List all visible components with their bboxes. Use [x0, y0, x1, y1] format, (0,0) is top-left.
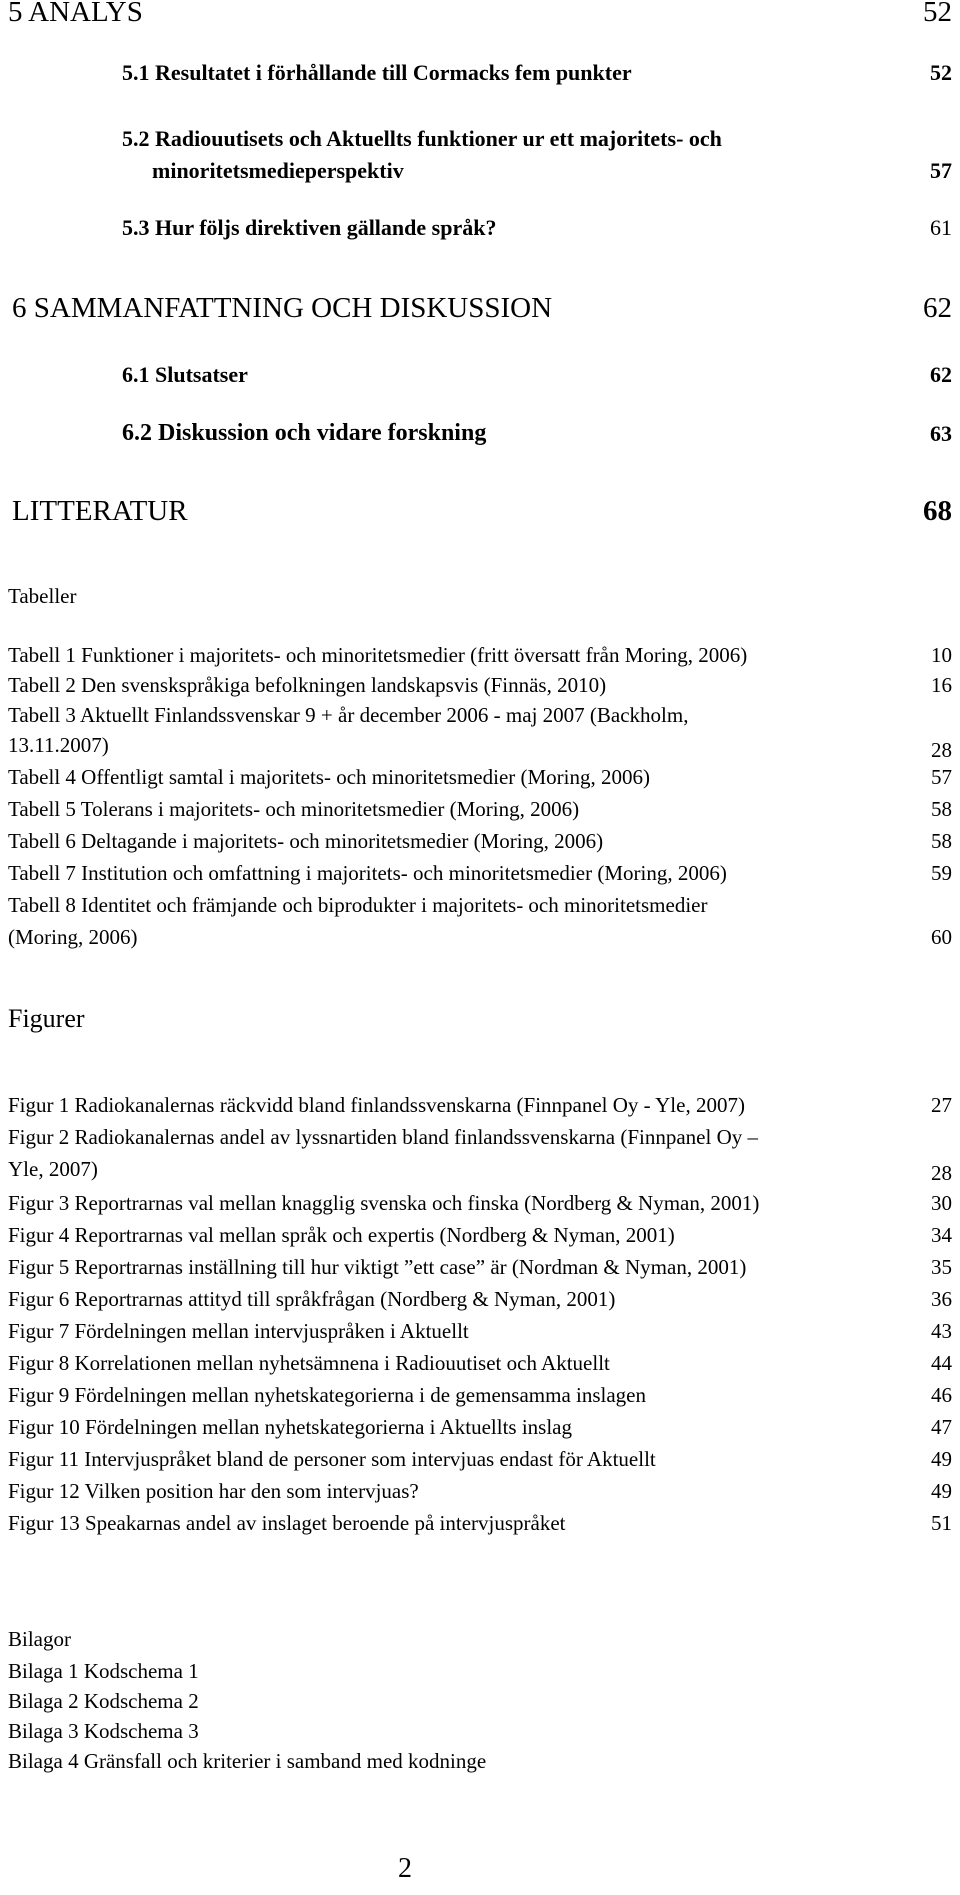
appendix-entry-3: Bilaga 3 Kodschema 3 [8, 1719, 199, 1743]
toc-section-5-2-cont: minoritetsmedieperspektiv [152, 158, 404, 183]
table-entry-1: Tabell 1 Funktioner i majoritets- och minoritetsmedier (fritt översatt från Moring, 2006) [8, 643, 748, 667]
table-entry-5: Tabell 5 Tolerans i majoritets- och minoritetsmedier (Moring, 2006) [8, 797, 580, 821]
toc-section-6-2 [122, 420, 486, 447]
figure-entry-8-page: 44 [931, 1351, 952, 1375]
table-entry-4: Tabell 4 Offentligt samtal i majoritets- och minoritetsmedier (Moring, 2006) [8, 765, 650, 789]
toc-section-6-1: 6.1 Slutsatser [122, 362, 248, 387]
appendix-entry-4: Bilaga 4 Gränsfall och kriterier i samband med kodninge [8, 1749, 487, 1773]
toc-section-6-1-page: 62 [930, 362, 952, 387]
figure-entry-4-page: 34 [931, 1223, 952, 1247]
figure-entry-8: Figur 8 Korrelationen mellan nyhetsämnena i Radiouutiset och Aktuellt [8, 1351, 610, 1375]
figure-entry-3-page: 30 [931, 1191, 952, 1215]
appendix-entry-1: Bilaga 1 Kodschema 1 [8, 1659, 199, 1683]
figure-entry-10-page: 47 [931, 1415, 952, 1439]
appendices-heading: Bilagor [8, 1627, 71, 1651]
toc-section-5-3: 5.3 Hur följs direktiven gällande språk? [122, 215, 497, 240]
toc-section-6-2-page: 63 [930, 421, 952, 446]
figure-entry-12-page: 49 [931, 1479, 952, 1503]
toc-chapter-5-page: 52 [923, 0, 952, 28]
table-entry-1-page: 10 [931, 643, 952, 667]
toc-section-5-1-page: 52 [930, 60, 952, 85]
figure-entry-13: Figur 13 Speakarnas andel av inslaget beroende på intervjuspråket [8, 1511, 566, 1535]
toc-literature-page: 68 [923, 495, 952, 527]
figure-entry-11: Figur 11 Intervjuspråket bland de personer som intervjuas endast för Aktuellt [8, 1447, 656, 1471]
toc-chapter-5: 5 ANALYS [8, 0, 143, 28]
figure-entry-12: Figur 12 Vilken position har den som intervjuas? [8, 1479, 419, 1503]
figure-entry-2-cont: Yle, 2007) [8, 1157, 98, 1181]
page-number: 2 [398, 1853, 412, 1884]
figure-entry-9: Figur 9 Fördelningen mellan nyhetskategorierna i de gemensamma inslagen [8, 1383, 646, 1407]
figure-entry-7-page: 43 [931, 1319, 952, 1343]
table-entry-3-cont: 13.11.2007) [8, 733, 109, 757]
tables-heading: Tabeller [8, 584, 77, 608]
table-entry-2: Tabell 2 Den svenskspråkiga befolkningen landskapsvis (Finnäs, 2010) [8, 673, 607, 697]
table-entry-3: Tabell 3 Aktuellt Finlandssvenskar 9 + år december 2006 - maj 2007 (Backholm, [8, 703, 689, 727]
figure-entry-10: Figur 10 Fördelningen mellan nyhetskategorierna i Aktuellts inslag [8, 1415, 572, 1439]
table-entry-5-page: 58 [931, 797, 952, 821]
figure-entry-2-page: 28 [931, 1161, 952, 1185]
table-entry-3-page: 28 [931, 738, 952, 762]
table-entry-8: Tabell 8 Identitet och främjande och biprodukter i majoritets- och minoritetsmedier [8, 893, 708, 917]
appendix-entry-2: Bilaga 2 Kodschema 2 [8, 1689, 199, 1713]
figure-entry-6: Figur 6 Reportrarnas attityd till språkfrågan (Nordberg & Nyman, 2001) [8, 1287, 616, 1311]
toc-section-5-1: 5.1 Resultatet i förhållande till Cormacks fem punkter [122, 60, 632, 85]
table-entry-7: Tabell 7 Institution och omfattning i majoritets- och minoritetsmedier (Moring, 2006) [8, 861, 727, 885]
table-entry-7-page: 59 [931, 861, 952, 885]
figure-entry-5-page: 35 [931, 1255, 952, 1279]
figure-entry-2: Figur 2 Radiokanalernas andel av lyssnartiden bland finlandssvenskarna (Finnpanel Oy – [8, 1125, 758, 1149]
figure-entry-3: Figur 3 Reportrarnas val mellan knagglig svenska och finska (Nordberg & Nyman, 2001) [8, 1191, 760, 1215]
table-entry-8-cont: (Moring, 2006) [8, 925, 138, 949]
toc-chapter-6: 6 SAMMANFATTNING OCH DISKUSSION [12, 292, 553, 324]
toc-section-5-2: 5.2 Radiouutisets och Aktuellts funktioner ur ett majoritets- och [122, 126, 722, 151]
toc-section-5-3-page: 61 [930, 215, 952, 240]
table-entry-6: Tabell 6 Deltagande i majoritets- och minoritetsmedier (Moring, 2006) [8, 829, 604, 853]
figure-entry-7: Figur 7 Fördelningen mellan intervjuspråken i Aktuellt [8, 1319, 469, 1343]
figure-entry-1-page: 27 [931, 1093, 952, 1117]
table-entry-2-page: 16 [931, 673, 952, 697]
figure-entry-6-page: 36 [931, 1287, 952, 1311]
figure-entry-4: Figur 4 Reportrarnas val mellan språk och expertis (Nordberg & Nyman, 2001) [8, 1223, 675, 1247]
toc-literature: LITTERATUR [12, 495, 188, 527]
figure-entry-5: Figur 5 Reportrarnas inställning till hur viktigt ”ett case” är (Nordman & Nyman, 2001) [8, 1255, 747, 1279]
figures-heading: Figurer [8, 1004, 85, 1033]
toc-section-6-2-label: 6.2 Diskussion och vidare forskning [122, 420, 487, 446]
figure-entry-13-page: 51 [931, 1511, 952, 1535]
figure-entry-9-page: 46 [931, 1383, 952, 1407]
figure-entry-11-page: 49 [931, 1447, 952, 1471]
toc-chapter-6-page: 62 [923, 292, 952, 324]
figure-entry-1: Figur 1 Radiokanalernas räckvidd bland finlandssvenskarna (Finnpanel Oy - Yle, 2007) [8, 1093, 745, 1117]
table-entry-4-page: 57 [931, 765, 952, 789]
toc-section-5-2-page: 57 [930, 158, 952, 183]
table-entry-6-page: 58 [931, 829, 952, 853]
table-entry-8-page: 60 [931, 925, 952, 949]
